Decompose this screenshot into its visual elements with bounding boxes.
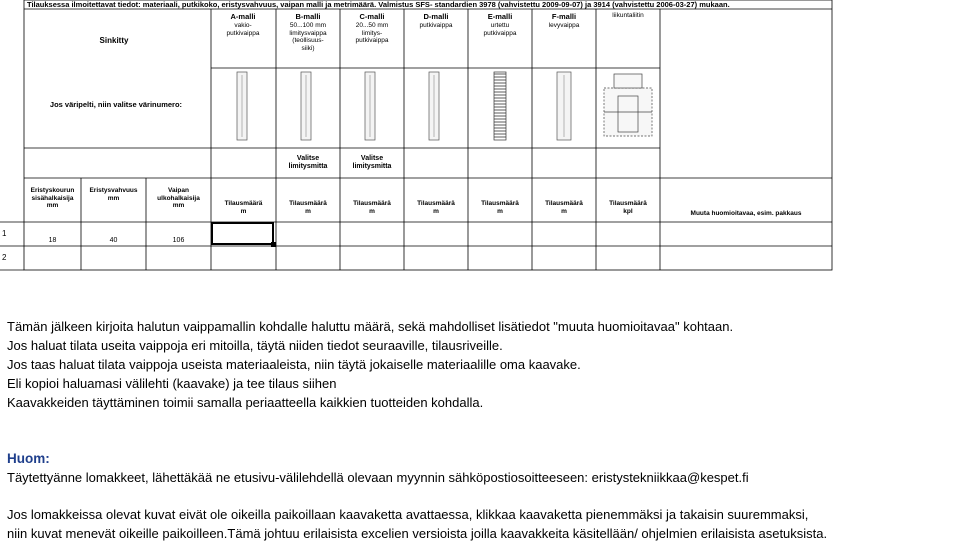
- table-cell[interactable]: 106: [172, 237, 185, 244]
- select-overlap-b: Valitse limitysmitta: [288, 155, 328, 170]
- column-header-7: Tilausmäärä m: [481, 200, 519, 215]
- model-5-name: F-malli: [551, 12, 577, 21]
- order-info-banner: Tilauksessa ilmoitettavat tiedot: materiaali, putkikoko, eristysvahvuus, vaipan malli ja metrimäärä. Valmistus SFS- standardien 3978 (vahvistettu 2009-09-07) ja 3914 (vahvistettu 2006-03-27) mukaan.: [27, 0, 730, 9]
- model-0-name: A-malli: [230, 12, 256, 21]
- instruction-line-5: Kaavakkeiden täyttäminen toimii samalla periaatteella kaikkien tuotteiden kohdalla.: [7, 395, 484, 410]
- note-line: Täytettyänne lomakkeet, lähettäkää ne etusivu-välilehdellä olevaan myynnin sähköpostiosoitteeseen: eristystekniikkaa@kespet.fi: [7, 470, 749, 485]
- model-d-drawing: [429, 72, 439, 140]
- model-4-name: E-malli: [487, 12, 513, 21]
- model-2-name: C-malli: [359, 12, 385, 21]
- row-number: 2: [2, 253, 7, 262]
- table-cell[interactable]: 18: [48, 237, 57, 244]
- column-header-8: Tilausmäärä m: [545, 200, 583, 215]
- model-2-description: 20...50 mm limitys- putkivaippa: [355, 22, 389, 44]
- order-form-sheet: [0, 0, 840, 272]
- instruction-line-1: Tämän jälkeen kirjoita halutun vaippamallin kohdalle haluttu määrä, sekä mahdolliset lisätiedot "muuta huomioitavaa" kohtaan.: [7, 319, 734, 334]
- model-1-description: 50...100 mm limitysvaippa (teollisuus- siiki): [289, 22, 327, 52]
- model-b-drawing: [301, 72, 311, 140]
- select-overlap-c: Valitse limitysmitta: [352, 155, 392, 170]
- expansion-joint-drawing: [604, 74, 652, 136]
- instruction-line-2: Jos haluat tilata useita vaippoja eri mitoilla, täytä niiden tiedot seuraaville, tilausriveille.: [7, 338, 503, 353]
- column-header-6: Tilausmäärä m: [417, 200, 455, 215]
- model-a-drawing: [237, 72, 247, 140]
- column-header-4: Tilausmäärä m: [289, 200, 327, 215]
- model-c-drawing: [365, 72, 375, 140]
- model-4-description: urtettu putkivaippa: [483, 22, 517, 37]
- model-1-name: B-malli: [295, 12, 321, 21]
- model-e-drawing: [494, 72, 506, 140]
- model-3-description: putkivaippa: [419, 22, 453, 29]
- model-3-name: D-malli: [423, 12, 449, 21]
- instruction-line-4: Eli kopioi haluamasi välilehti (kaavake) ja tee tilaus siihen: [7, 376, 337, 391]
- note-heading: Huom:: [7, 451, 50, 466]
- instruction-line-3: Jos taas haluat tilata vaippoja useista materiaaleista, niin täytä jokaiselle materiaalille oma kaavake.: [7, 357, 581, 372]
- table-cell[interactable]: 40: [109, 237, 118, 244]
- selected-cell[interactable]: [211, 222, 274, 245]
- row-number: 1: [2, 229, 7, 238]
- column-header-10: Muuta huomioitavaa, esim. pakkaus: [690, 210, 802, 217]
- column-header-9: Tilausmäärä kpl: [609, 200, 647, 215]
- image-note-line-2: niin kuvat menevät oikeille paikoilleen.Tämä johtuu erilaisista excelien versioista joilla kaavakkeita käsitellään/ ohjelmien erilaisista asetuksista.: [7, 526, 828, 541]
- column-header-3: Tilausmäärä m: [224, 200, 263, 215]
- color-question: Jos väripelti, niin valitse värinumero:: [49, 100, 183, 109]
- column-header-0: Eristyskourun sisähalkaisija mm: [30, 187, 75, 209]
- model-0-description: vakio- putkivaippa: [226, 22, 260, 37]
- column-header-5: Tilausmäärä m: [353, 200, 391, 215]
- column-header-1: Eristysvahvuus mm: [89, 187, 138, 202]
- column-header-2: Vaipan ulkohalkaisija mm: [157, 187, 200, 209]
- model-6-description: liikuntaliitin: [612, 12, 644, 19]
- material-label: Sinkitty: [99, 36, 129, 45]
- model-f-drawing: [557, 72, 571, 140]
- image-note-line-1: Jos lomakkeissa olevat kuvat eivät ole oikeilla paikoillaan kaavaketta avattaessa, klikkaa kaavaketta pienemmäksi ja takaisin suuremmaksi,: [7, 507, 809, 522]
- model-5-description: levyvaippa: [548, 22, 580, 29]
